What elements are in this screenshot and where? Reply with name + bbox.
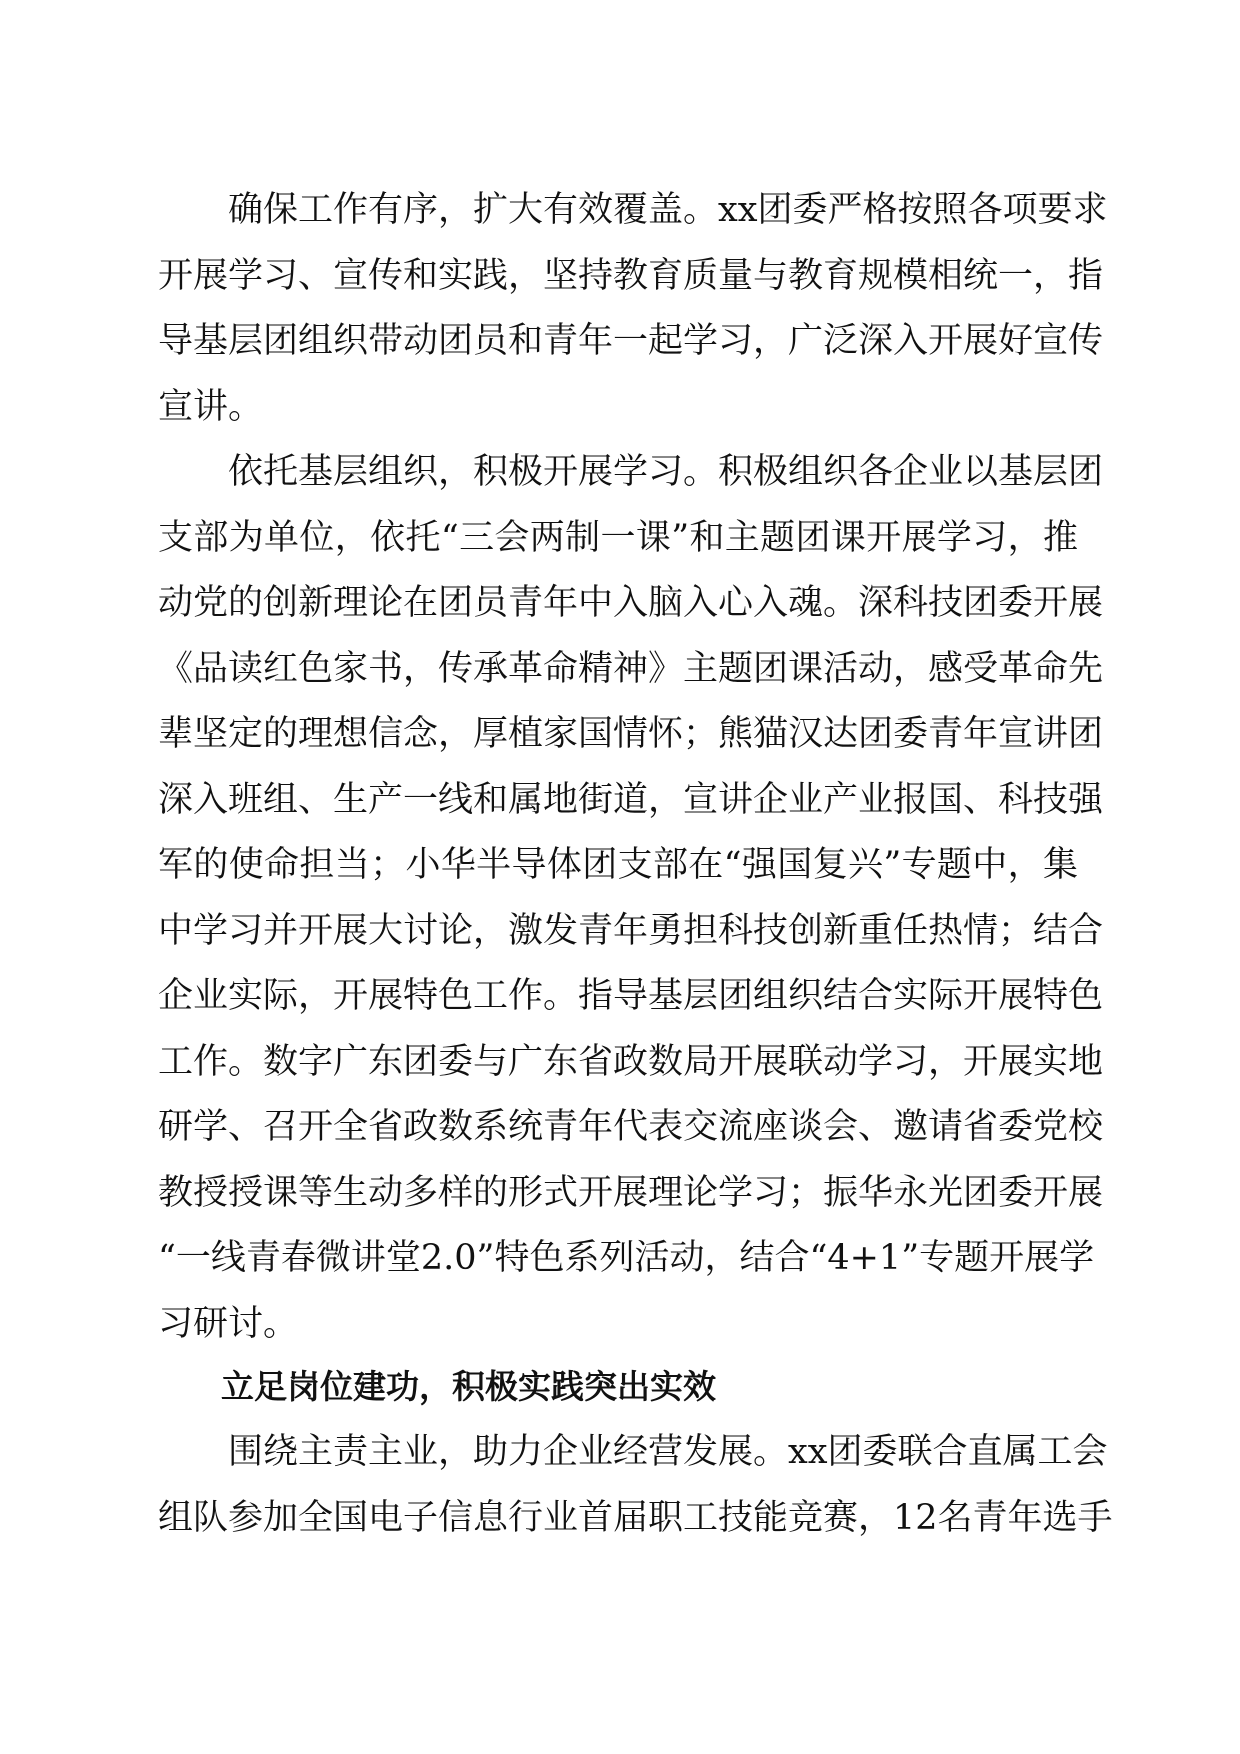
paragraph-line: 企业实际，开展特色工作。指导基层团组织结合实际开展特色 (158, 976, 1104, 1016)
paragraph-coverage (158, 178, 1108, 440)
paragraph-line: 中学习并开展大讨论，激发青年勇担科技创新重任热情；结合 (158, 910, 1104, 951)
paragraph-line: 工作。数字广东团委与广东省政数局开展联动学习，开展实地 (158, 1041, 1104, 1082)
paragraph-line: 辈坚定的理想信念，厚植家国情怀；熊猫汉达团委青年宣讲团 (158, 714, 1104, 754)
paragraph-line: 围绕主责主业，助力企业经营发展。xx团委联合直属工会 (228, 1432, 1108, 1472)
paragraph-line: 导基层团组织带动团员和青年一起学习，广泛深入开展好宣传 (158, 321, 1104, 361)
paragraph-line: 确保工作有序，扩大有效覆盖。xx团委严格按照各项要求 (228, 190, 1108, 230)
paragraph-grassroots-study (158, 440, 1104, 1357)
paragraph-line: 研学、召开全省政数系统青年代表交流座谈会、邀请省委党校 (158, 1107, 1104, 1147)
paragraph-line: “一线青春微讲堂2.0”特色系列活动，结合“4+1”专题开展学 (158, 1238, 1095, 1278)
paragraph-line: 开展学习、宣传和实践，坚持教育质量与教育规模相统一，指 (158, 255, 1104, 296)
paragraph-line: 深入班组、生产一线和属地街道，宣讲企业产业报国、科技强 (158, 779, 1104, 820)
paragraph-line: 宣讲。 (158, 386, 264, 427)
paragraph-line: 习研讨。 (158, 1303, 299, 1344)
paragraph-line: 教授授课等生动多样的形式开展理论学习；振华永光团委开展 (158, 1172, 1104, 1213)
paragraph-line: 依托基层组织，积极开展学习。积极组织各企业以基层团 (228, 452, 1104, 492)
section-heading: 立足岗位建功，积极实践突出实效 (221, 1367, 716, 1406)
paragraph-line: 组队参加全国电子信息行业首届职工技能竞赛，12名青年选手 (158, 1497, 1113, 1538)
paragraph-line: 《品读红色家书，传承革命精神》主题团课活动，感受革命先 (158, 648, 1104, 689)
paragraph-line: 军的使命担当；小华半导体团支部在“强国复兴”专题中，集 (158, 845, 1078, 885)
paragraph-line: 支部为单位，依托“三会两制一课”和主题团课开展学习，推 (158, 517, 1078, 558)
paragraph-line: 动党的创新理论在团员青年中入脑入心入魂。深科技团委开展 (158, 583, 1104, 623)
paragraph-main-business (158, 1420, 1113, 1551)
